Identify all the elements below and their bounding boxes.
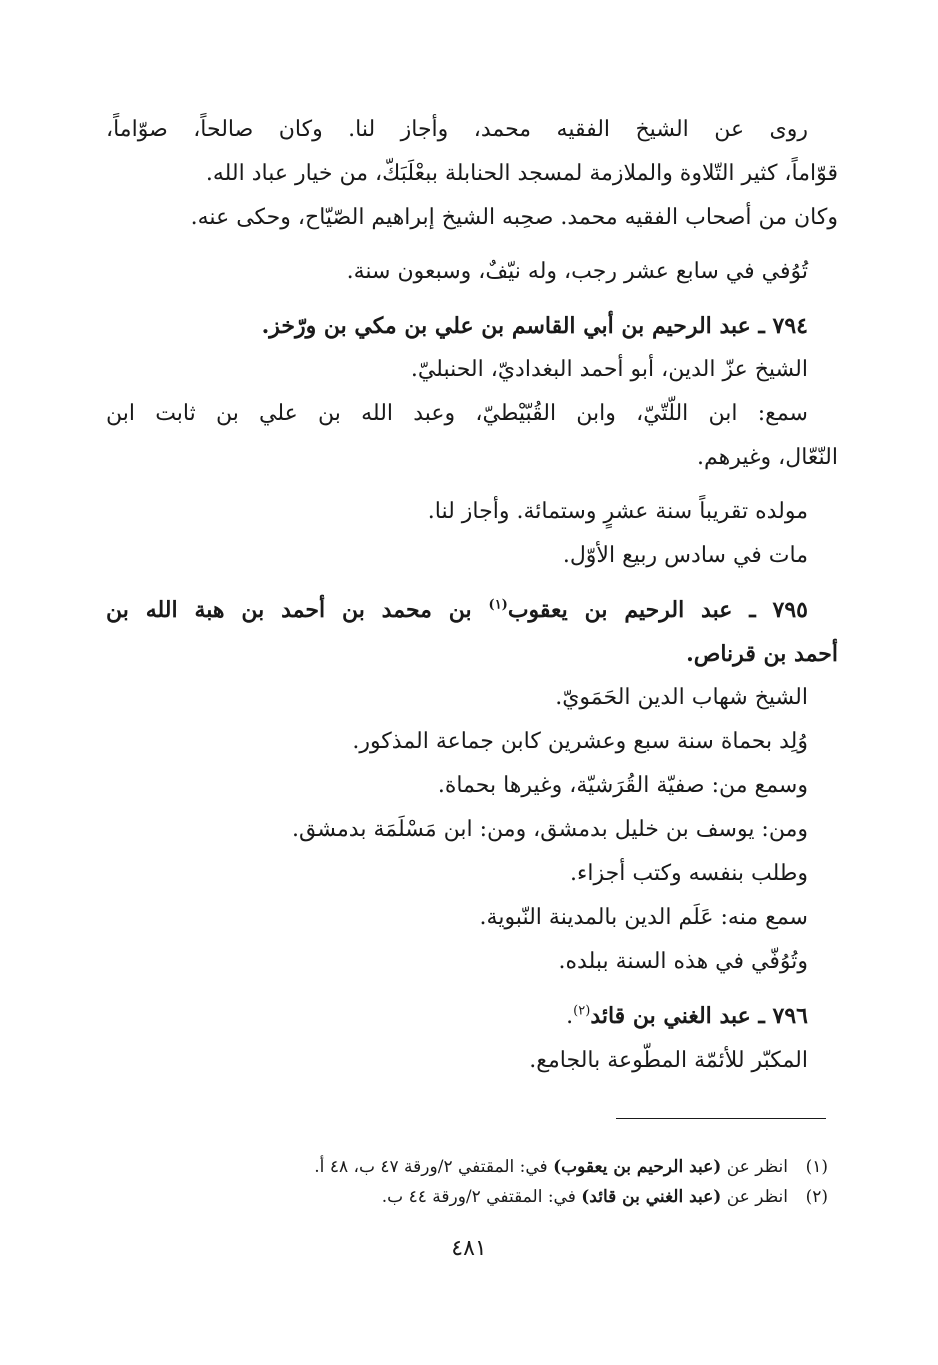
entry-795-heading-lineage: بن محمد بن أحمد بن هبة الله بن: [106, 597, 489, 623]
text-line: وطلب بنفسه وكتب أجزاء.: [570, 861, 808, 886]
footnote-number: (١): [805, 1157, 828, 1177]
footnote-1: [108, 1152, 828, 1182]
text-line: سمع: ابن اللّتّيّ، وابن القُبّيْطيّ، وعبد الله بن علي بن ثابت ابن: [106, 401, 808, 426]
footnote-2: [108, 1182, 828, 1212]
main-text: [106, 108, 838, 1083]
text-line: الشيخ شهاب الدين الحَمَويّ.: [555, 685, 808, 710]
text-line: قوّاماً، كثير التّلاوة والملازمة لمسجد الحنابلة ببعْلَبَكّ، من خيار عباد الله.: [205, 161, 838, 186]
text-line: النّعّال، وغيرهم.: [697, 445, 838, 470]
footnote-source: في: المقتفي ٢/ورقة ٤٤ ب.: [381, 1187, 582, 1207]
text-line: الشيخ عزّ الدين، أبو أحمد البغداديّ، الحنبليّ.: [410, 357, 808, 382]
text-line: المكبّر للأئمّة المطّوعة بالجامع.: [529, 1048, 808, 1073]
footnote-text: انظر عن: [721, 1157, 788, 1177]
text-line: وُلِد بحماة سنة سبع وعشرين كابن جماعة المذكور.: [352, 729, 808, 754]
text-line: مولده تقريباً سنة عشرٍ وستمائة. وأجاز لنا.: [427, 499, 808, 524]
footnote-name: (عبد الرحيم بن يعقوب): [553, 1157, 722, 1177]
text-line: روى عن الشيخ الفقيه محمد، وأجاز لنا. وكان صالحاً، صوّاماً،: [106, 117, 808, 142]
text-line: وتُوُفّي في هذه السنة ببلده.: [558, 949, 808, 974]
footnote-divider: [616, 1118, 826, 1119]
entry-795-heading-name: ٧٩٥ ـ عبد الرحيم بن يعقوب: [507, 597, 808, 623]
entry-795-heading-cont: أحمد بن قرناص.: [686, 641, 838, 667]
footnote-source: في: المقتفي ٢/ورقة ٤٧ ب، ٤٨ أ.: [314, 1157, 554, 1177]
page-number: ٤٨١: [451, 1236, 487, 1261]
text-line: وكان من أصحاب الفقيه محمد. صحِبه الشيخ إبراهيم الصّيّاح، وحكى عنه.: [190, 205, 838, 230]
text-line: سمع منه: عَلَم الدين بالمدينة النّبوية.: [479, 905, 808, 930]
entry-796-heading-end: .: [566, 1004, 574, 1029]
text-line: ومن: يوسف بن خليل بدمشق، ومن: ابن مَسْلَمَة بدمشق.: [292, 817, 808, 842]
entry-796-heading-name: ٧٩٦ ـ عبد الغني بن قائد: [590, 1003, 808, 1029]
entry-794-heading: ٧٩٤ ـ عبد الرحيم بن أبي القاسم بن علي بن مكي بن ورّخز.: [261, 313, 808, 339]
footnote-ref-1: (١): [488, 597, 508, 613]
footnotes: [108, 1152, 828, 1212]
entry-796-heading: [106, 994, 838, 1039]
entry-795-heading: [106, 588, 838, 632]
footnote-name: (عبد الغني بن قائد): [581, 1187, 722, 1207]
footnote-number: (٢): [805, 1187, 828, 1207]
text-line: مات في سادس ربيع الأوّل.: [562, 543, 808, 568]
text-line: وسمع من: صفيّة القُرَشيّة، وغيرها بحماة.: [437, 773, 808, 798]
text-line: تُوُفي في سابع عشر رجب، وله نيّفٌ، وسبعون سنة.: [346, 259, 808, 284]
footnote-text: انظر عن: [721, 1187, 788, 1207]
footnote-ref-2: (٢): [573, 1003, 591, 1019]
